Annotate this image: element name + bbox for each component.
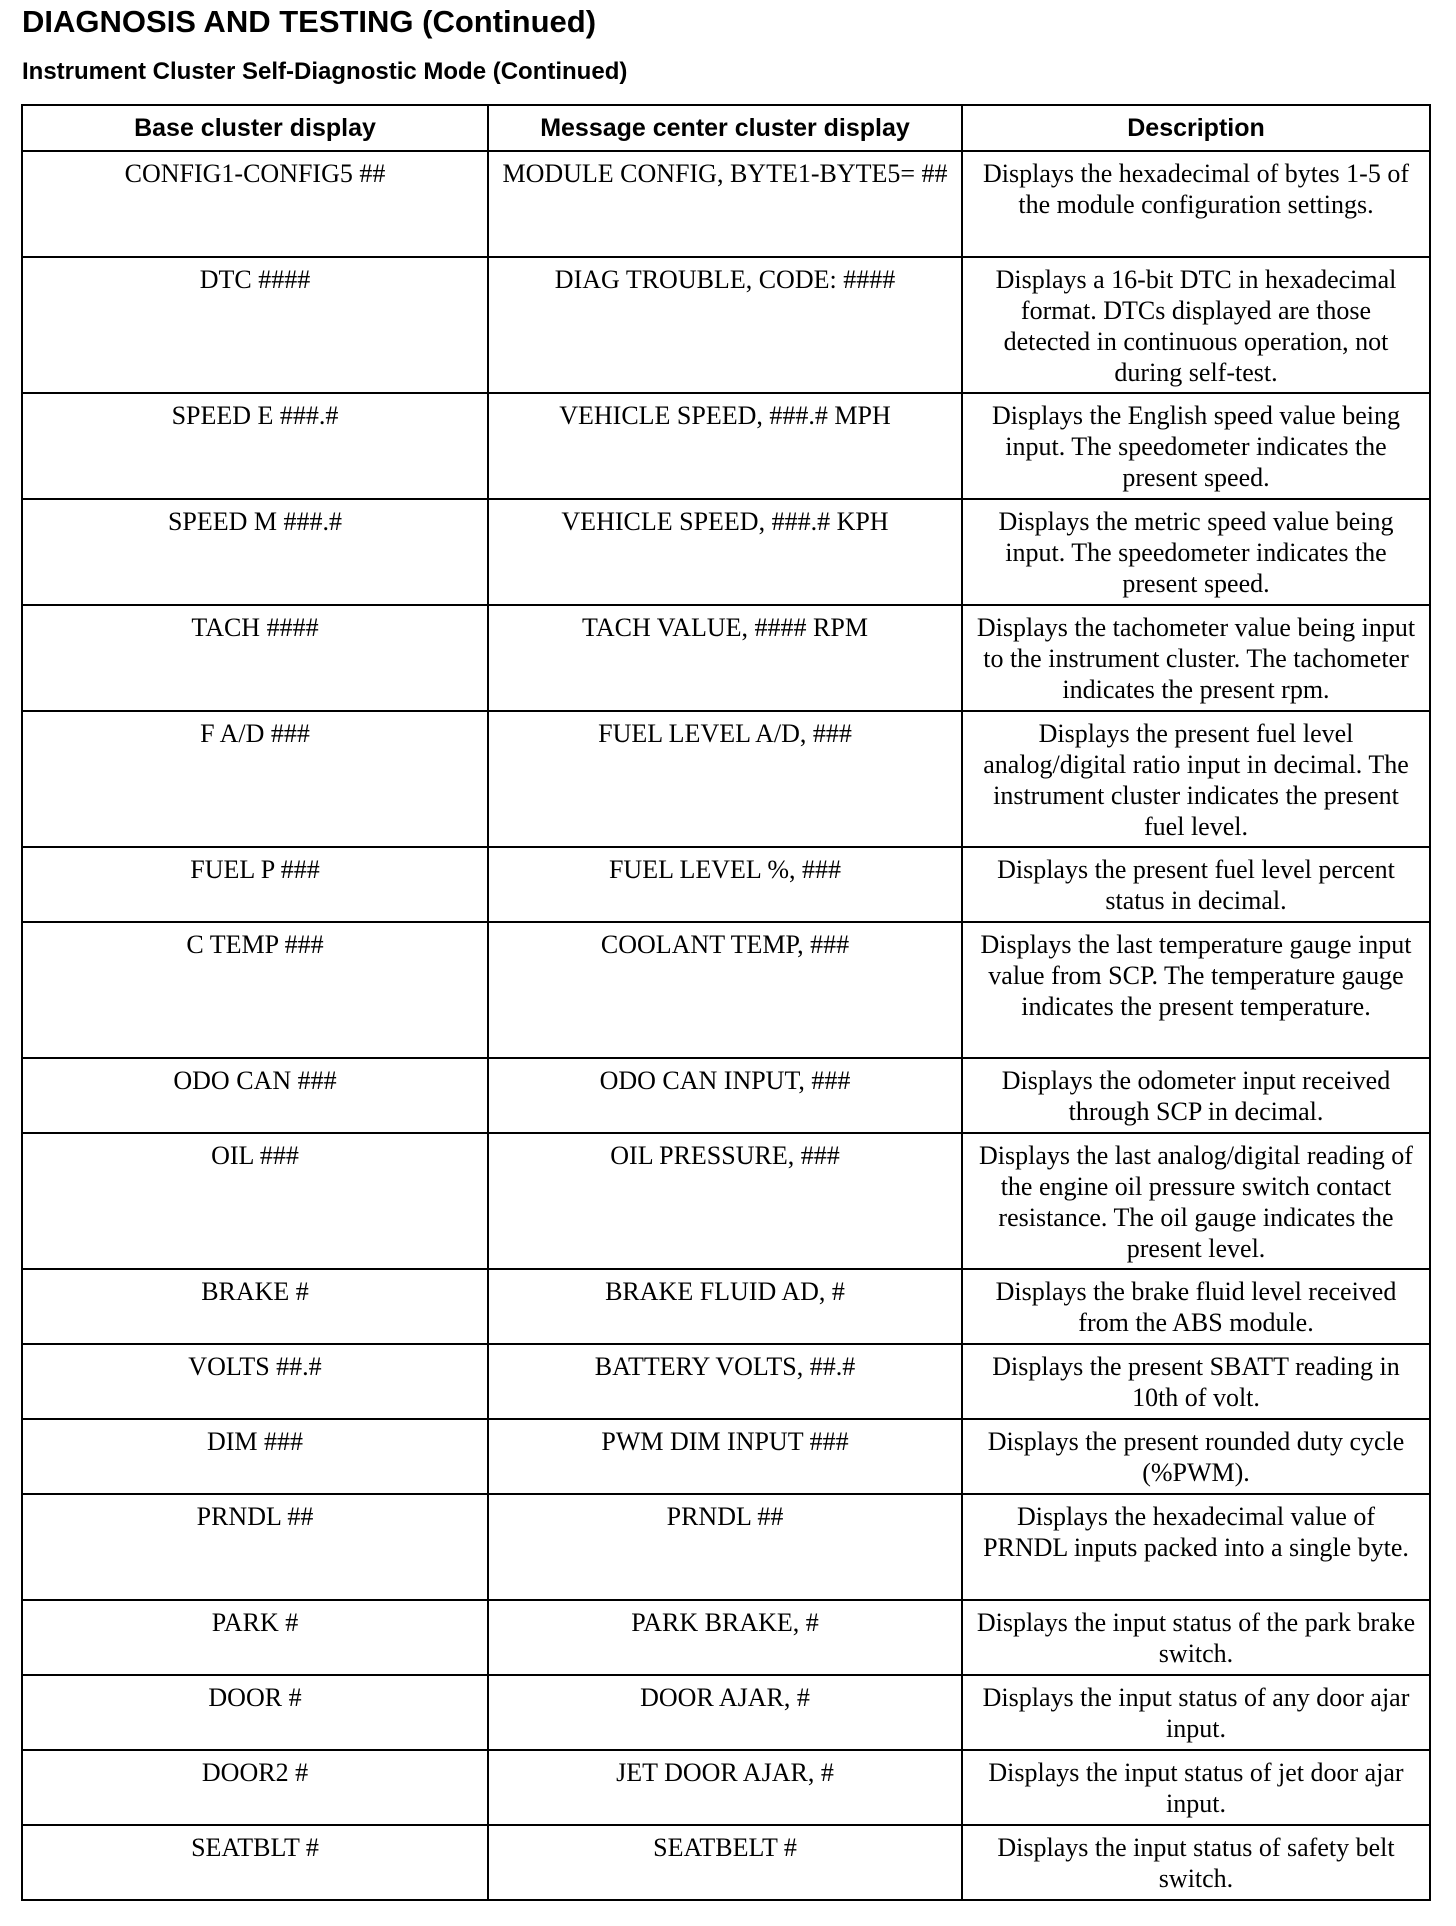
- table-body: [22, 151, 1430, 1900]
- table-row: [22, 711, 1430, 847]
- cell-base-display: BRAKE #: [22, 1269, 488, 1344]
- cell-description: Displays the tachometer value being input to the instrument cluster. The tachometer indicates the present rpm.: [962, 605, 1430, 711]
- page-title: DIAGNOSIS AND TESTING (Continued): [22, 4, 597, 39]
- table-row: [22, 1494, 1430, 1600]
- table-row: [22, 605, 1430, 711]
- cell-base-display: SPEED M ###.#: [22, 499, 488, 605]
- cell-message-display: DOOR AJAR, #: [488, 1675, 962, 1750]
- table-row: [22, 1058, 1430, 1133]
- table-row: [22, 1269, 1430, 1344]
- cell-description: Displays the metric speed value being input. The speedometer indicates the present speed.: [962, 499, 1430, 605]
- table-row: [22, 1419, 1430, 1494]
- table-row: [22, 1675, 1430, 1750]
- table-header-row: [22, 105, 1430, 151]
- cell-description: Displays the English speed value being input. The speedometer indicates the present speed.: [962, 393, 1430, 499]
- cell-description: Displays the last analog/digital reading of the engine oil pressure switch contact resistance. The oil gauge indicates the present level.: [962, 1133, 1430, 1269]
- cell-base-display: F A/D ###: [22, 711, 488, 847]
- cell-base-display: DIM ###: [22, 1419, 488, 1494]
- cell-description: Displays the input status of the park brake switch.: [962, 1600, 1430, 1675]
- table-row: [22, 257, 1430, 393]
- cell-base-display: PRNDL ##: [22, 1494, 488, 1600]
- cell-message-display: SEATBELT #: [488, 1825, 962, 1900]
- diagnostic-table: [21, 104, 1431, 1901]
- cell-base-display: PARK #: [22, 1600, 488, 1675]
- cell-description: Displays the hexadecimal value of PRNDL inputs packed into a single byte.: [962, 1494, 1430, 1600]
- cell-base-display: FUEL P ###: [22, 847, 488, 922]
- cell-description: Displays the hexadecimal of bytes 1-5 of the module configuration settings.: [962, 151, 1430, 257]
- cell-description: Displays the input status of safety belt switch.: [962, 1825, 1430, 1900]
- cell-message-display: DIAG TROUBLE, CODE: ####: [488, 257, 962, 393]
- cell-base-display: DOOR #: [22, 1675, 488, 1750]
- table-row: [22, 1825, 1430, 1900]
- table-row: [22, 1133, 1430, 1269]
- table-row: [22, 499, 1430, 605]
- cell-message-display: PARK BRAKE, #: [488, 1600, 962, 1675]
- column-header-description: Description: [962, 105, 1430, 151]
- cell-message-display: PRNDL ##: [488, 1494, 962, 1600]
- cell-base-display: ODO CAN ###: [22, 1058, 488, 1133]
- section-subtitle: Instrument Cluster Self-Diagnostic Mode (Continued): [22, 58, 628, 85]
- cell-description: Displays the last temperature gauge input value from SCP. The temperature gauge indicates the present temperature.: [962, 922, 1430, 1058]
- cell-description: Displays the present fuel level percent status in decimal.: [962, 847, 1430, 922]
- table-row: [22, 1750, 1430, 1825]
- cell-description: Displays the brake fluid level received from the ABS module.: [962, 1269, 1430, 1344]
- cell-base-display: CONFIG1-CONFIG5 ##: [22, 151, 488, 257]
- table-row: [22, 847, 1430, 922]
- cell-description: Displays the input status of any door ajar input.: [962, 1675, 1430, 1750]
- cell-base-display: SPEED E ###.#: [22, 393, 488, 499]
- cell-message-display: COOLANT TEMP, ###: [488, 922, 962, 1058]
- cell-message-display: BATTERY VOLTS, ##.#: [488, 1344, 962, 1419]
- cell-message-display: MODULE CONFIG, BYTE1-BYTE5= ##: [488, 151, 962, 257]
- table-row: [22, 922, 1430, 1058]
- cell-description: Displays a 16-bit DTC in hexadecimal format. DTCs displayed are those detected in continuous operation, not during self-test.: [962, 257, 1430, 393]
- cell-message-display: BRAKE FLUID AD, #: [488, 1269, 962, 1344]
- cell-message-display: VEHICLE SPEED, ###.# MPH: [488, 393, 962, 499]
- table-row: [22, 1344, 1430, 1419]
- cell-message-display: FUEL LEVEL A/D, ###: [488, 711, 962, 847]
- cell-base-display: DOOR2 #: [22, 1750, 488, 1825]
- column-header-base: Base cluster display: [22, 105, 488, 151]
- cell-description: Displays the input status of jet door ajar input.: [962, 1750, 1430, 1825]
- cell-base-display: TACH ####: [22, 605, 488, 711]
- cell-base-display: VOLTS ##.#: [22, 1344, 488, 1419]
- cell-message-display: PWM DIM INPUT ###: [488, 1419, 962, 1494]
- cell-message-display: JET DOOR AJAR, #: [488, 1750, 962, 1825]
- table-row: [22, 151, 1430, 257]
- cell-base-display: SEATBLT #: [22, 1825, 488, 1900]
- cell-message-display: OIL PRESSURE, ###: [488, 1133, 962, 1269]
- cell-description: Displays the odometer input received through SCP in decimal.: [962, 1058, 1430, 1133]
- cell-message-display: TACH VALUE, #### RPM: [488, 605, 962, 711]
- cell-base-display: OIL ###: [22, 1133, 488, 1269]
- cell-base-display: DTC ####: [22, 257, 488, 393]
- cell-base-display: C TEMP ###: [22, 922, 488, 1058]
- cell-description: Displays the present SBATT reading in 10th of volt.: [962, 1344, 1430, 1419]
- table-row: [22, 393, 1430, 499]
- cell-message-display: FUEL LEVEL %, ###: [488, 847, 962, 922]
- cell-description: Displays the present fuel level analog/digital ratio input in decimal. The instrument cluster indicates the present fuel level.: [962, 711, 1430, 847]
- cell-description: Displays the present rounded duty cycle (%PWM).: [962, 1419, 1430, 1494]
- cell-message-display: ODO CAN INPUT, ###: [488, 1058, 962, 1133]
- column-header-message: Message center cluster display: [488, 105, 962, 151]
- cell-message-display: VEHICLE SPEED, ###.# KPH: [488, 499, 962, 605]
- table-row: [22, 1600, 1430, 1675]
